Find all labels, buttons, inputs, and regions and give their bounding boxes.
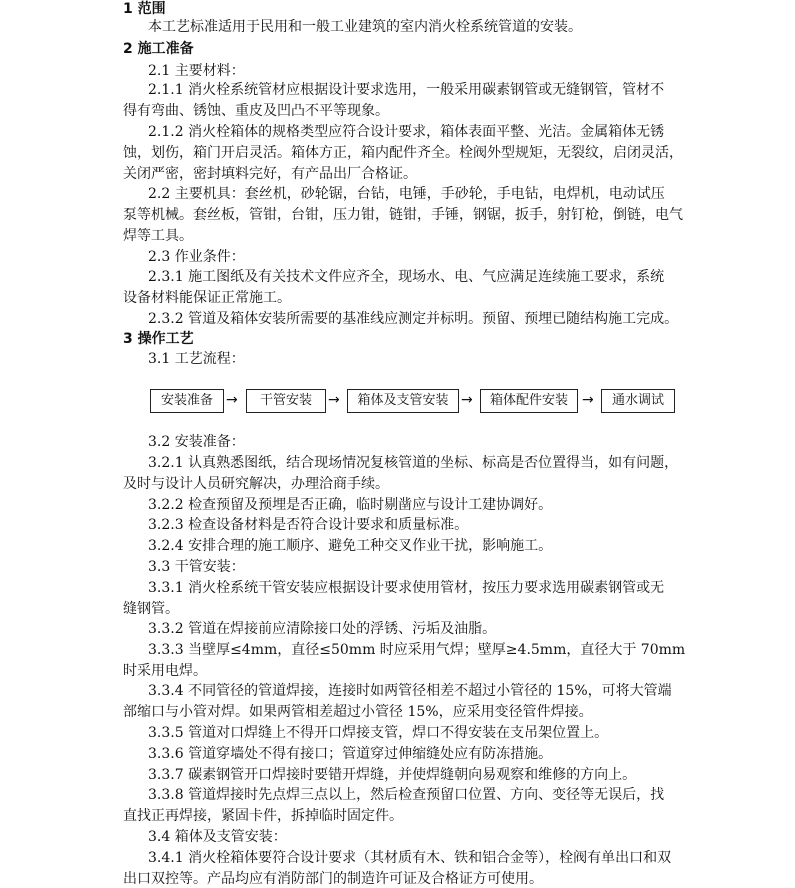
flow-arrow-icon: → [582, 392, 594, 408]
paragraph-cont: 关闭严密，密封填料完好，有产品出厂合格证。 [123, 166, 417, 182]
paragraph: 3.2.2 检查预留及预埋是否正确，临时剔凿应与设计工建协调好。 [148, 497, 553, 513]
flow-step: 箱体配件安装 [480, 389, 578, 413]
flow-step: 通水调试 [601, 389, 675, 413]
paragraph: 3.3.3 当壁厚≤4mm，直径≤50mm 时应采用气焊；壁厚≥4.5mm，直径大于 70mm [148, 642, 686, 658]
paragraph-cont: 得有弯曲、锈蚀、重皮及凹凸不平等现象。 [123, 103, 389, 119]
paragraph: 2.3.2 管道及箱体安装所需要的基准线应测定并标明。预留、预埋已随结构施工完成。 [148, 311, 679, 327]
flow-arrow-icon: → [461, 392, 473, 408]
flow-arrow-icon: → [226, 392, 238, 408]
paragraph: 3.3.5 管道对口焊缝上不得开口焊接支管，焊口不得安装在支吊架位置上。 [148, 725, 609, 741]
paragraph-cont: 部缩口与小管对焊。如果两管相差超过小管径 15%，应采用变径管件焊接。 [123, 704, 593, 720]
section-3-heading: 3 操作工艺 [123, 331, 194, 347]
section-2-heading: 2 施工准备 [123, 41, 194, 57]
flow-arrow-icon: → [328, 392, 340, 408]
subheading: 3.4 箱体及支管安装： [148, 829, 287, 845]
paragraph: 3.2.4 安排合理的施工顺序、避免工种交叉作业干扰，影响施工。 [148, 538, 553, 554]
subheading: 3.2 安装准备： [148, 434, 245, 450]
paragraph: 3.2.3 检查设备材料是否符合设计要求和质量标准。 [148, 517, 469, 533]
subheading: 2.1 主要材料： [148, 63, 245, 79]
paragraph-cont: 及时与设计人员研究解决，办理洽商手续。 [123, 476, 389, 492]
paragraph: 3.3.6 管道穿墙处不得有接口；管道穿过伸缩缝处应有防冻措施。 [148, 746, 553, 762]
paragraph: 3.3.4 不同管径的管道焊接，连接时如两管径相差不超过小管径的 15%，可将大管端 [148, 683, 672, 699]
paragraph: 3.3.2 管道在焊接前应清除接口处的浮锈、污垢及油脂。 [148, 621, 497, 637]
paragraph: 2.2 主要机具：套丝机，砂轮锯，台钻，电锤，手砂轮，手电钻，电焊机，电动试压 [148, 186, 665, 202]
section-1-heading: 1 范围 [123, 1, 166, 17]
paragraph: 2.3.1 施工图纸及有关技术文件应齐全，现场水、电、气应满足连续施工要求，系统 [148, 269, 665, 285]
paragraph: 3.3.7 碳素钢管开口焊接时要错开焊缝，并使焊缝朝向易观察和维修的方向上。 [148, 767, 637, 783]
flow-step: 干管安装 [246, 389, 326, 413]
paragraph-cont: 时采用电焊。 [123, 663, 207, 679]
paragraph-cont: 直找正再焊接，紧固卡件，拆掉临时固定件。 [123, 808, 403, 824]
subheading: 3.1 工艺流程： [148, 351, 245, 367]
subheading: 2.3 作业条件： [148, 249, 245, 265]
subheading: 3.3 干管安装： [148, 559, 245, 575]
paragraph-cont: 蚀，划伤，箱门开启灵活。箱体方正，箱内配件齐全。栓阀外型规矩，无裂纹，启闭灵活， [123, 145, 683, 161]
paragraph-cont: 泵等机械。套丝板，管钳，台钳，压力钳，链钳，手锤，钢锯，扳手，射钉枪，倒链，电气 [123, 207, 683, 223]
paragraph: 2.1.2 消火栓箱体的规格类型应符合设计要求，箱体表面平整、光洁。金属箱体无锈 [148, 124, 665, 140]
paragraph-cont: 出口双控等。产品均应有消防部门的制造许可证及合格证方可使用。 [123, 871, 543, 887]
paragraph-cont: 设备材料能保证正常施工。 [123, 290, 291, 306]
paragraph-cont: 缝钢管。 [123, 601, 179, 617]
paragraph: 本工艺标准适用于民用和一般工业建筑的室内消火栓系统管道的安装。 [148, 19, 582, 35]
paragraph: 2.1.1 消火栓系统管材应根据设计要求选用，一般采用碳素钢管或无缝钢管，管材不 [148, 82, 665, 98]
flow-step: 箱体及支管安装 [347, 389, 459, 413]
paragraph: 3.3.1 消火栓系统干管安装应根据设计要求使用管材，按压力要求选用碳素钢管或无 [148, 580, 665, 596]
paragraph-cont: 焊等工具。 [123, 228, 193, 244]
paragraph: 3.2.1 认真熟悉图纸，结合现场情况复核管道的坐标、标高是否位置得当，如有问题， [148, 455, 679, 471]
flow-step: 安装准备 [150, 389, 224, 413]
paragraph: 3.4.1 消火栓箱体要符合设计要求（其材质有木、铁和铝合金等），栓阀有单出口和双 [148, 850, 672, 866]
paragraph: 3.3.8 管道焊接时先点焊三点以上，然后检查预留口位置、方向、变径等无误后，找 [148, 787, 665, 803]
